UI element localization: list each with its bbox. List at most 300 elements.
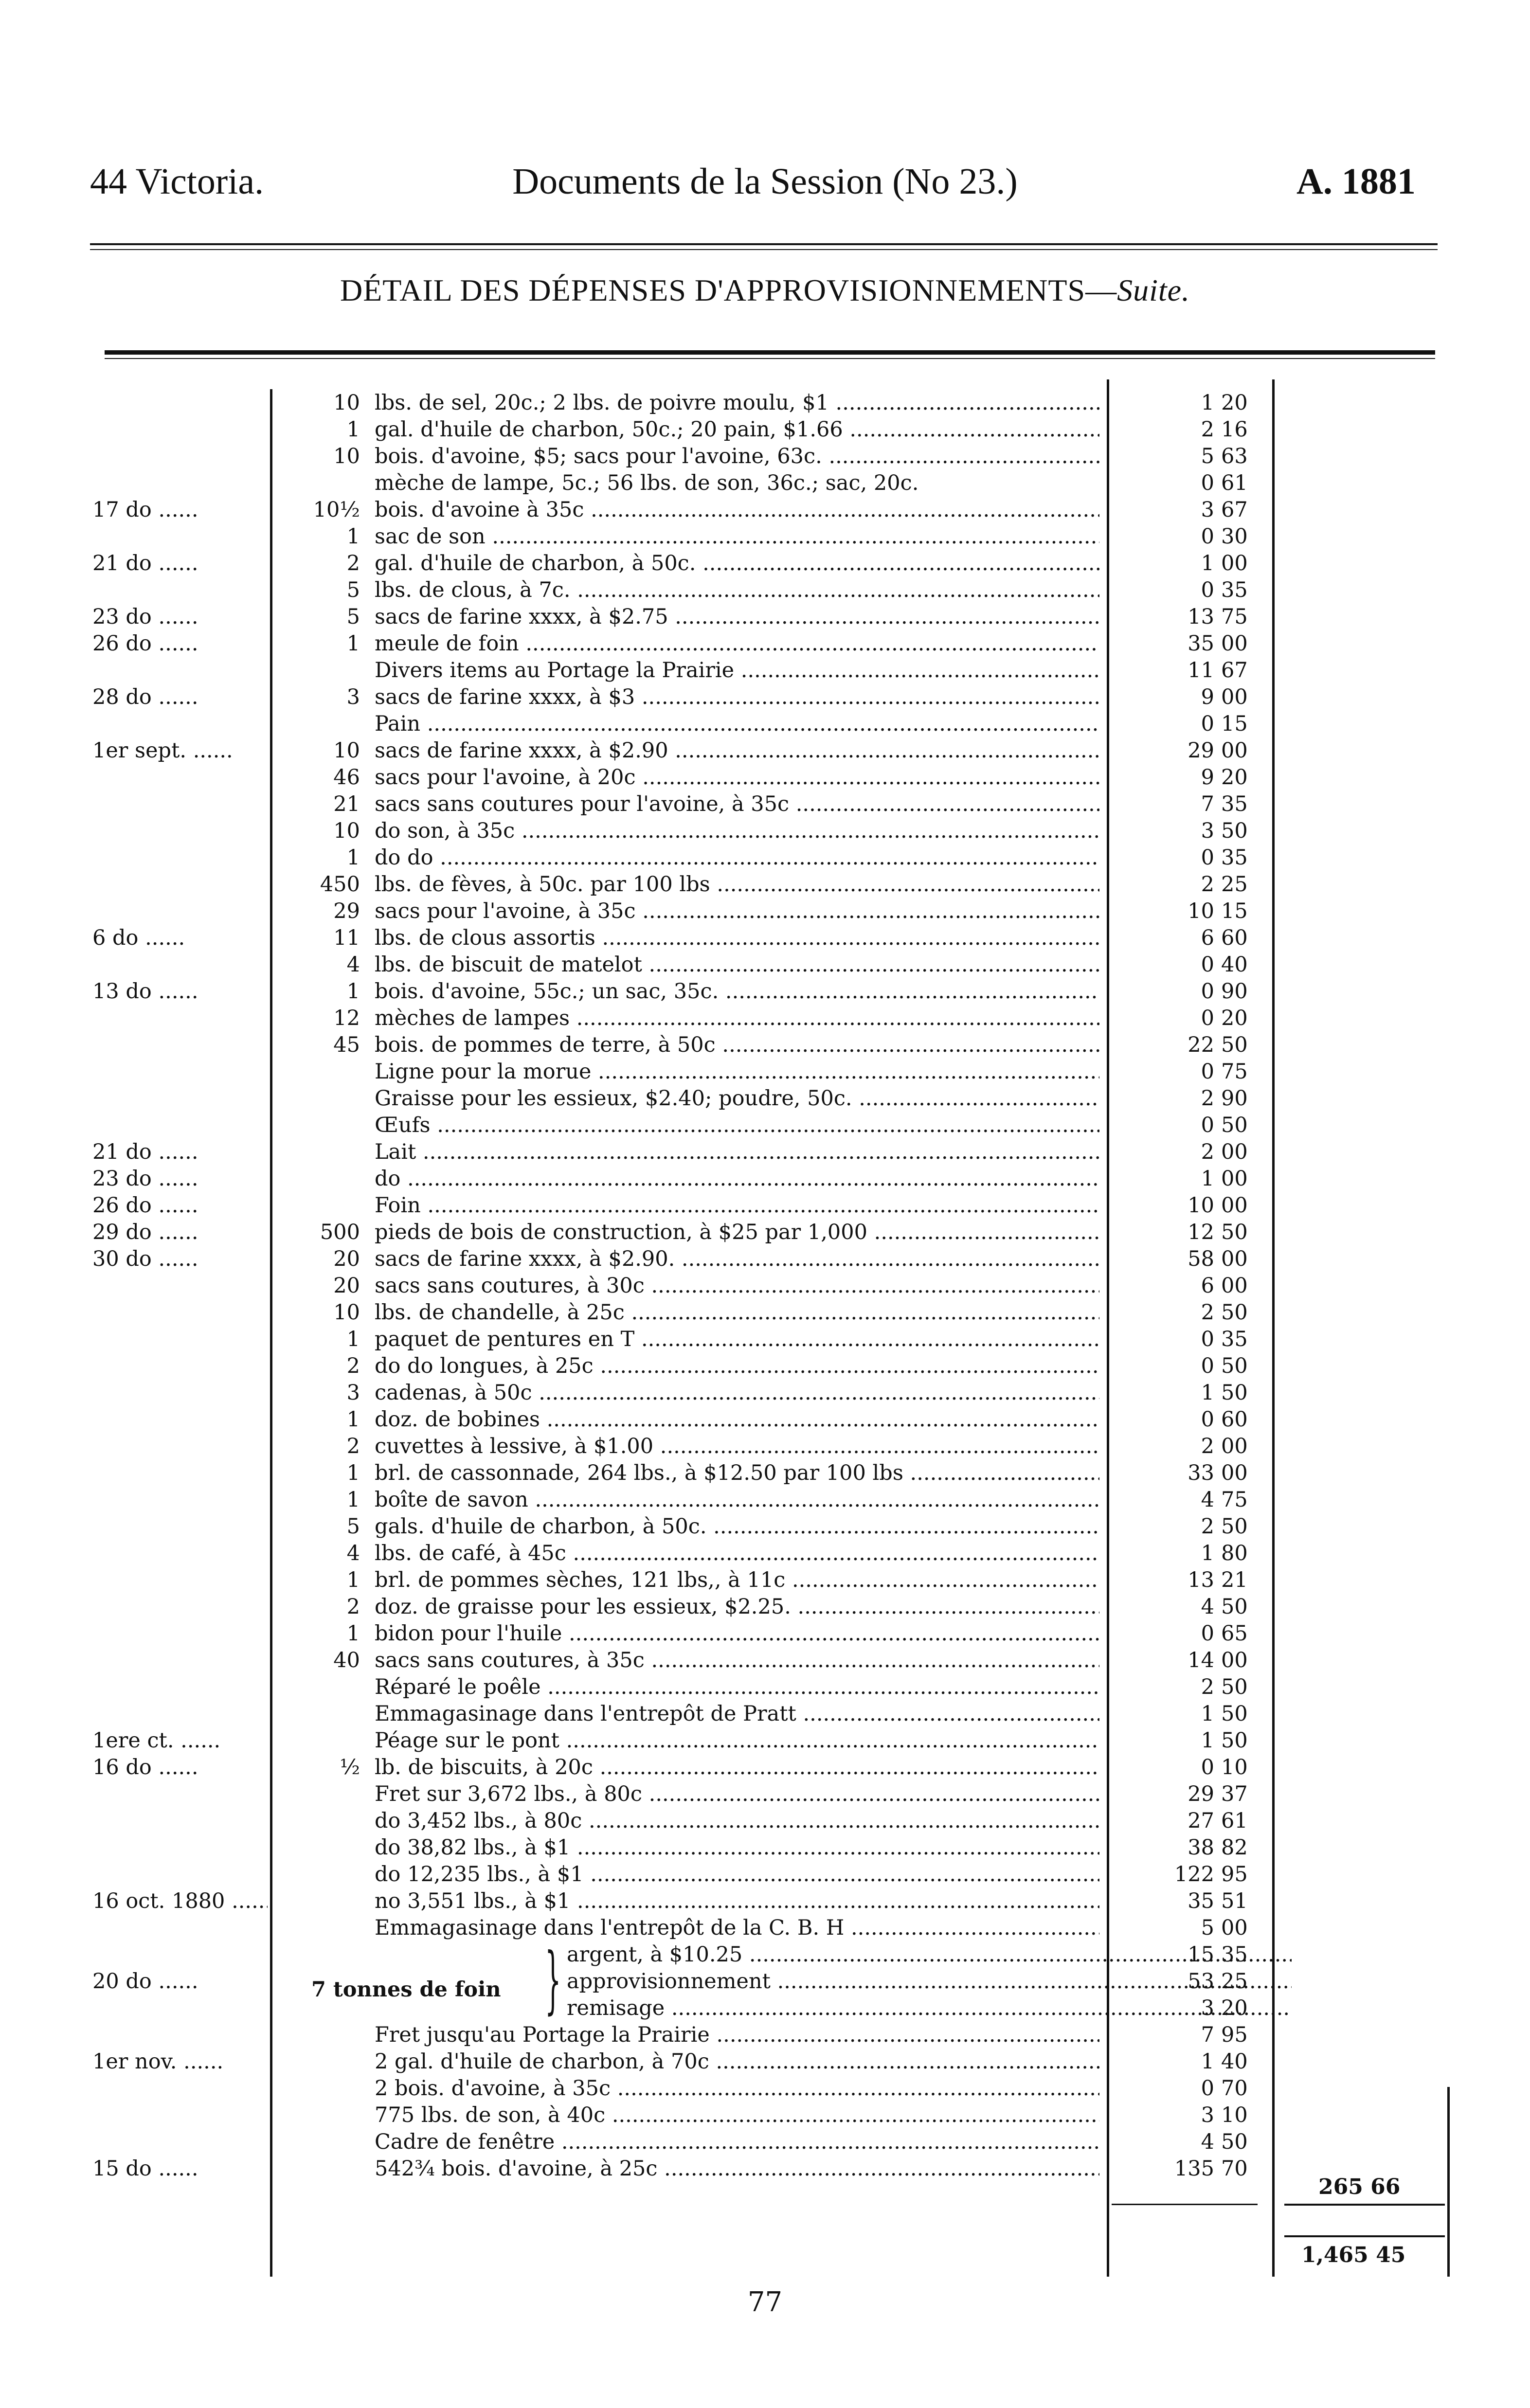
page-number: 77 bbox=[747, 2286, 783, 2318]
description-cell: do do longues, à 25c ..... bbox=[375, 1352, 1099, 1380]
cents-cell: 95 bbox=[1221, 2023, 1248, 2047]
description-cell: lbs. de fèves, à 50c. par 100 lbs ..... bbox=[375, 871, 1099, 898]
cents-cell: 00 bbox=[1221, 738, 1248, 763]
cents-cell: 50 bbox=[1221, 819, 1248, 843]
cents-cell: 40 bbox=[1221, 2049, 1248, 2074]
description-cell: sacs de farine xxxx, à $2.75 ..... bbox=[375, 603, 1099, 630]
header-right: A. 1881 bbox=[1296, 161, 1416, 202]
brace-tons: } bbox=[545, 1938, 561, 2022]
description-cell: Pain ..... bbox=[375, 710, 1099, 737]
table-row bbox=[0, 1620, 1530, 1647]
description-cell: paquet de pentures en T ..... bbox=[375, 1326, 1099, 1353]
description-cell: do 3,452 lbs., à 80c ..... bbox=[375, 1807, 1099, 1834]
dollars-cell: 3 bbox=[1201, 2103, 1214, 2127]
quantity-cell: 20 bbox=[333, 1247, 360, 1271]
description-cell: Péage sur le pont ..... bbox=[375, 1727, 1099, 1754]
table-row bbox=[0, 1807, 1530, 1834]
description-cell: argent, à $10.25 ..... bbox=[567, 1941, 1292, 1968]
dollars-cell: 0 bbox=[1201, 2076, 1214, 2101]
cents-cell: 51 bbox=[1221, 1889, 1248, 1913]
table-row bbox=[0, 1941, 1530, 1968]
table-row bbox=[0, 416, 1530, 443]
description-cell: bois. d'avoine, $5; sacs pour l'avoine, 63c. ..... bbox=[375, 443, 1099, 470]
date-cell: 29 do ...... bbox=[92, 1219, 268, 1246]
dollars-cell: 5 bbox=[1201, 1916, 1214, 1940]
table-row bbox=[0, 1727, 1530, 1754]
cents-cell: 50 bbox=[1221, 1514, 1248, 1539]
table-row bbox=[0, 764, 1530, 791]
table-row bbox=[0, 1433, 1530, 1460]
description-cell: Emmagasinage dans l'entrepôt de Pratt ..... bbox=[375, 1700, 1099, 1727]
dollars-cell: 38 bbox=[1188, 1835, 1214, 1860]
table-row bbox=[0, 2048, 1530, 2075]
table-row bbox=[0, 1112, 1530, 1139]
dollars-cell: 14 bbox=[1188, 1648, 1214, 1672]
dollars-cell: 11 bbox=[1188, 658, 1214, 683]
table-row bbox=[0, 1299, 1530, 1326]
cents-cell: 21 bbox=[1221, 1568, 1248, 1592]
description-cell: sacs de farine xxxx, à $3 ..... bbox=[375, 683, 1099, 711]
date-cell: 23 do ...... bbox=[92, 1165, 268, 1192]
dollars-cell: 3 bbox=[1201, 498, 1214, 522]
description-cell: pieds de bois de construction, à $25 par 1,000 ..... bbox=[375, 1219, 1099, 1246]
cents-cell: 20 bbox=[1221, 1996, 1248, 2020]
cents-cell: 70 bbox=[1221, 2076, 1248, 2101]
description-cell: cuvettes à lessive, à $1.00 ..... bbox=[375, 1433, 1099, 1460]
cents-cell: 50 bbox=[1221, 1595, 1248, 1619]
description-cell: Œufs ..... bbox=[375, 1112, 1099, 1139]
description-cell: sacs de farine xxxx, à $2.90 ..... bbox=[375, 737, 1099, 764]
cents-cell: 50 bbox=[1221, 1728, 1248, 1753]
dollars-cell: 0 bbox=[1201, 1113, 1214, 1137]
table-row bbox=[0, 791, 1530, 818]
description-cell: mèches de lampes ..... bbox=[375, 1005, 1099, 1032]
description-cell: bois. d'avoine, 55c.; un sac, 35c. ..... bbox=[375, 978, 1099, 1005]
date-cell: 28 do ...... bbox=[92, 683, 268, 711]
table-row bbox=[0, 2075, 1530, 2102]
dollars-cell: 2 bbox=[1201, 1434, 1214, 1458]
table-row bbox=[0, 978, 1530, 1005]
cents-cell: 50 bbox=[1221, 1300, 1248, 1325]
date-cell: 21 do ...... bbox=[92, 550, 268, 577]
dollars-cell: 4 bbox=[1201, 1595, 1214, 1619]
quantity-cell: 45 bbox=[333, 1033, 360, 1057]
date-cell: 23 do ...... bbox=[92, 603, 268, 630]
description-cell: lbs. de clous, à 7c. ..... bbox=[375, 576, 1099, 604]
dollars-cell: 27 bbox=[1188, 1809, 1214, 1833]
table-row bbox=[0, 2128, 1530, 2156]
quantity-cell: 1 bbox=[346, 1327, 360, 1351]
description-cell: gal. d'huile de charbon, 50c.; 20 pain, $1.66 ..... bbox=[375, 416, 1099, 443]
dollars-cell: 0 bbox=[1201, 1006, 1214, 1030]
header-rule-top bbox=[90, 243, 1438, 245]
description-cell: gal. d'huile de charbon, à 50c. ..... bbox=[375, 550, 1099, 577]
cents-cell: 50 bbox=[1221, 2130, 1248, 2154]
table-row bbox=[0, 1165, 1530, 1192]
cents-cell: 37 bbox=[1221, 1782, 1248, 1806]
cents-cell: 00 bbox=[1221, 1167, 1248, 1191]
description-cell: Ligne pour la morue ..... bbox=[375, 1058, 1099, 1085]
description-cell: sacs sans coutures, à 30c ..... bbox=[375, 1272, 1099, 1299]
dollars-cell: 1 bbox=[1201, 1167, 1214, 1191]
dollars-cell: 4 bbox=[1201, 2130, 1214, 2154]
table-row bbox=[0, 1593, 1530, 1620]
header-left: 44 Victoria. bbox=[90, 161, 264, 202]
description-cell: Graisse pour les essieux, $2.40; poudre, 50c. ..... bbox=[375, 1085, 1099, 1112]
description-cell: lb. de biscuits, à 20c ..... bbox=[375, 1754, 1099, 1781]
table-row bbox=[0, 1968, 1530, 1995]
description-cell: lbs. de sel, 20c.; 2 lbs. de poivre moulu, $1 ..... bbox=[375, 389, 1099, 416]
dollars-cell: 9 bbox=[1201, 765, 1214, 790]
table-row bbox=[0, 1406, 1530, 1433]
description-cell: Foin ..... bbox=[375, 1192, 1099, 1219]
cents-cell: 35 bbox=[1221, 845, 1248, 870]
cents-cell: 00 bbox=[1221, 1247, 1248, 1271]
quantity-cell: 2 bbox=[346, 1595, 360, 1619]
quantity-cell: 4 bbox=[346, 1541, 360, 1565]
table-row bbox=[0, 469, 1530, 497]
quantity-cell: 1 bbox=[346, 1407, 360, 1432]
cents-cell: 20 bbox=[1221, 1006, 1248, 1030]
quantity-cell: ½ bbox=[340, 1755, 360, 1779]
dollars-cell: 2 bbox=[1201, 872, 1214, 897]
quantity-cell: 10 bbox=[333, 738, 360, 763]
cents-cell: 30 bbox=[1221, 524, 1248, 549]
table-row bbox=[0, 1031, 1530, 1059]
description-cell: bidon pour l'huile ..... bbox=[375, 1620, 1099, 1647]
description-cell: Lait ..... bbox=[375, 1138, 1099, 1166]
dollars-cell: 0 bbox=[1201, 471, 1214, 495]
description-cell: cadenas, à 50c ..... bbox=[375, 1379, 1099, 1406]
table-row bbox=[0, 1834, 1530, 1861]
description-cell: doz. de graisse pour les essieux, $2.25. ..... bbox=[375, 1593, 1099, 1620]
dollars-cell: 0 bbox=[1201, 524, 1214, 549]
date-cell: 15 do ...... bbox=[92, 2155, 268, 2182]
table-row bbox=[0, 1326, 1530, 1353]
cents-cell: 00 bbox=[1221, 631, 1248, 656]
table-row bbox=[0, 1192, 1530, 1219]
page-title: DÉTAIL DES DÉPENSES D'APPROVISIONNEMENTS—Suite. bbox=[340, 273, 1190, 307]
table-row bbox=[0, 657, 1530, 684]
cents-cell: 63 bbox=[1221, 444, 1248, 468]
dollars-cell: 7 bbox=[1201, 792, 1214, 816]
dollars-cell: 2 bbox=[1201, 1675, 1214, 1699]
description-cell: approvisionnement ..... bbox=[567, 1968, 1292, 1995]
cents-cell: 75 bbox=[1221, 1060, 1248, 1084]
dollars-cell: 2 bbox=[1201, 1300, 1214, 1325]
title-rule-thick bbox=[105, 350, 1435, 355]
dollars-cell: 0 bbox=[1201, 712, 1214, 736]
cents-cell: 20 bbox=[1221, 765, 1248, 790]
table-row bbox=[0, 550, 1530, 577]
dollars-cell: 2 bbox=[1201, 1514, 1214, 1539]
date-cell: 26 do ...... bbox=[92, 1192, 268, 1219]
date-cell: 16 oct. 1880 ...... bbox=[92, 1887, 268, 1915]
cents-cell: 35 bbox=[1221, 792, 1248, 816]
dollars-cell: 4 bbox=[1201, 1488, 1214, 1512]
cents-cell: 25 bbox=[1221, 872, 1248, 897]
table-row bbox=[0, 2102, 1530, 2129]
description-cell: lbs. de clous assortis ..... bbox=[375, 924, 1099, 952]
quantity-cell: 5 bbox=[346, 605, 360, 629]
quantity-cell: 4 bbox=[346, 952, 360, 977]
table-row bbox=[0, 1540, 1530, 1567]
table-row bbox=[0, 1486, 1530, 1513]
table-row bbox=[0, 576, 1530, 604]
description-cell: do do ..... bbox=[375, 844, 1099, 871]
quantity-cell: 2 bbox=[346, 1434, 360, 1458]
table-row bbox=[0, 951, 1530, 978]
table-row bbox=[0, 1861, 1530, 1888]
quantity-cell: 1 bbox=[346, 1621, 360, 1646]
table-row bbox=[0, 2021, 1530, 2049]
table-row bbox=[0, 1352, 1530, 1380]
dollars-cell: 58 bbox=[1188, 1247, 1214, 1271]
dollars-cell: 0 bbox=[1201, 578, 1214, 602]
subtotal-amount: 265 66 bbox=[1318, 2174, 1401, 2199]
table-row bbox=[0, 1673, 1530, 1701]
quantity-cell: 10 bbox=[333, 444, 360, 468]
description-cell: sacs pour l'avoine, à 35c ..... bbox=[375, 898, 1099, 925]
description-cell: sacs de farine xxxx, à $2.90. ..... bbox=[375, 1245, 1099, 1273]
dollars-cell: 122 bbox=[1174, 1862, 1214, 1887]
table-row bbox=[0, 1754, 1530, 1781]
cents-cell: 00 bbox=[1221, 685, 1248, 709]
cents-cell: 61 bbox=[1221, 1809, 1248, 1833]
cents-cell: 90 bbox=[1221, 1086, 1248, 1111]
table-row bbox=[0, 817, 1530, 845]
dollars-cell: 1 bbox=[1201, 551, 1214, 575]
dollars-cell: 5 bbox=[1201, 444, 1214, 468]
dollars-cell: 0 bbox=[1201, 1407, 1214, 1432]
description-cell: 2 bois. d'avoine, à 35c ..... bbox=[375, 2075, 1099, 2102]
table-row bbox=[0, 1566, 1530, 1594]
quantity-cell: 2 bbox=[346, 1354, 360, 1378]
date-cell: 6 do ...... bbox=[92, 924, 268, 952]
cents-cell: 50 bbox=[1221, 1381, 1248, 1405]
quantity-cell: 1 bbox=[346, 1488, 360, 1512]
table-row bbox=[0, 1647, 1530, 1674]
total-rule bbox=[1284, 2235, 1445, 2237]
dollars-cell: 12 bbox=[1188, 1220, 1214, 1244]
dollars-cell: 0 bbox=[1201, 979, 1214, 1004]
description-cell: Divers items au Portage la Prairie ..... bbox=[375, 657, 1099, 684]
description-cell: doz. de bobines ..... bbox=[375, 1406, 1099, 1433]
dollars-cell: 9 bbox=[1201, 685, 1214, 709]
description-cell: gals. d'huile de charbon, à 50c. ..... bbox=[375, 1513, 1099, 1540]
description-cell: do 12,235 lbs., à $1 ..... bbox=[375, 1861, 1099, 1888]
dollars-cell: 1 bbox=[1201, 391, 1214, 415]
cents-cell: 00 bbox=[1221, 1274, 1248, 1298]
description-cell: 2 gal. d'huile de charbon, à 70c ..... bbox=[375, 2048, 1099, 2075]
table-row bbox=[0, 1005, 1530, 1032]
table-row bbox=[0, 1914, 1530, 1941]
dollars-cell: 1 bbox=[1201, 2049, 1214, 2074]
cents-cell: 20 bbox=[1221, 391, 1248, 415]
dollars-cell: 0 bbox=[1201, 1354, 1214, 1378]
cents-cell: 00 bbox=[1221, 1648, 1248, 1672]
date-cell: 20 do ...... bbox=[92, 1968, 268, 1995]
quantity-cell: 10½ bbox=[313, 498, 360, 522]
quantity-cell: 5 bbox=[346, 578, 360, 602]
quantity-cell: 1 bbox=[346, 1461, 360, 1485]
table-row bbox=[0, 496, 1530, 523]
table-row bbox=[0, 1272, 1530, 1299]
quantity-cell: 20 bbox=[333, 1274, 360, 1298]
dollars-cell: 1 bbox=[1201, 1728, 1214, 1753]
cents-cell: 67 bbox=[1221, 658, 1248, 683]
dollars-cell: 2 bbox=[1201, 1086, 1214, 1111]
header-rule-bottom bbox=[90, 249, 1438, 250]
cents-cell: 65 bbox=[1221, 1621, 1248, 1646]
description-cell: sac de son ..... bbox=[375, 523, 1099, 550]
description-cell: lbs. de chandelle, à 25c ..... bbox=[375, 1299, 1099, 1326]
table-row bbox=[0, 1219, 1530, 1246]
dollars-cell: 1 bbox=[1201, 1702, 1214, 1726]
description-cell: do ..... bbox=[375, 1165, 1099, 1192]
table-row bbox=[0, 1887, 1530, 1915]
cents-cell: 16 bbox=[1221, 417, 1248, 442]
dollars-cell: 10 bbox=[1188, 899, 1214, 923]
tons-label: 7 tonnes de foin bbox=[311, 1977, 501, 2002]
dollars-cell: 6 bbox=[1201, 926, 1214, 950]
cents-cell: 00 bbox=[1221, 1434, 1248, 1458]
description-cell: bois. de pommes de terre, à 50c ..... bbox=[375, 1031, 1099, 1059]
table-row bbox=[0, 630, 1530, 657]
cents-cell: 00 bbox=[1221, 551, 1248, 575]
title-rule-thin bbox=[105, 358, 1435, 359]
grand-total-amount: 1,465 45 bbox=[1301, 2243, 1406, 2267]
cents-cell: 50 bbox=[1221, 1113, 1248, 1137]
quantity-cell: 1 bbox=[346, 417, 360, 442]
table-row bbox=[0, 1995, 1530, 2022]
date-cell: 1ere ct. ...... bbox=[92, 1727, 268, 1754]
table-row bbox=[0, 1379, 1530, 1406]
quantity-cell: 10 bbox=[333, 391, 360, 415]
dollars-cell: 6 bbox=[1201, 1274, 1214, 1298]
description-cell: 775 lbs. de son, à 40c ..... bbox=[375, 2102, 1099, 2129]
cents-cell: 90 bbox=[1221, 979, 1248, 1004]
cents-cell: 00 bbox=[1221, 1193, 1248, 1218]
cents-cell: 15 bbox=[1221, 899, 1248, 923]
quantity-cell: 21 bbox=[333, 792, 360, 816]
date-cell: 1er sept. ...... bbox=[92, 737, 268, 764]
cents-cell: 10 bbox=[1221, 2103, 1248, 2127]
cents-cell: 35 bbox=[1221, 578, 1248, 602]
dollars-cell: 15 bbox=[1188, 1942, 1214, 1967]
quantity-cell: 500 bbox=[320, 1220, 360, 1244]
table-row bbox=[0, 1245, 1530, 1273]
table-row bbox=[0, 737, 1530, 764]
description-cell: sacs sans coutures, à 35c ..... bbox=[375, 1647, 1099, 1674]
dollars-cell: 0 bbox=[1201, 1060, 1214, 1084]
dollars-cell: 0 bbox=[1201, 1755, 1214, 1779]
table-row bbox=[0, 603, 1530, 630]
table-row bbox=[0, 1058, 1530, 1085]
dollars-cell: 1 bbox=[1201, 1381, 1214, 1405]
cents-cell: 95 bbox=[1221, 1862, 1248, 1887]
cents-cell: 35 bbox=[1221, 1942, 1248, 1967]
cents-cell: 15 bbox=[1221, 712, 1248, 736]
dollars-cell: 1 bbox=[1201, 1541, 1214, 1565]
cents-cell: 25 bbox=[1221, 1969, 1248, 1994]
table-row bbox=[0, 1085, 1530, 1112]
cents-cell: 82 bbox=[1221, 1835, 1248, 1860]
cents-cell: 00 bbox=[1221, 1916, 1248, 1940]
table-row bbox=[0, 1138, 1530, 1166]
dollars-cell: 53 bbox=[1188, 1969, 1214, 1994]
description-cell: sacs pour l'avoine, à 20c ..... bbox=[375, 764, 1099, 791]
table-row bbox=[0, 898, 1530, 925]
date-cell: 26 do ...... bbox=[92, 630, 268, 657]
cents-cell: 40 bbox=[1221, 952, 1248, 977]
table-row bbox=[0, 683, 1530, 711]
amount-sum-rule bbox=[1112, 2204, 1258, 2205]
dollars-cell: 3 bbox=[1201, 1996, 1214, 2020]
quantity-cell: 2 bbox=[346, 551, 360, 575]
date-cell: 17 do ...... bbox=[92, 496, 268, 523]
quantity-cell: 11 bbox=[333, 926, 360, 950]
quantity-cell: 1 bbox=[346, 1568, 360, 1592]
quantity-cell: 1 bbox=[346, 631, 360, 656]
description-cell: brl. de cassonnade, 264 lbs., à $12.50 par 100 lbs ..... bbox=[375, 1459, 1099, 1487]
quantity-cell: 10 bbox=[333, 1300, 360, 1325]
cents-cell: 50 bbox=[1221, 1033, 1248, 1057]
quantity-cell: 3 bbox=[346, 685, 360, 709]
table-row bbox=[0, 710, 1530, 737]
dollars-cell: 13 bbox=[1188, 605, 1214, 629]
description-cell: mèche de lampe, 5c.; 56 lbs. de son, 36c.; sac, 20c. bbox=[375, 471, 919, 495]
dollars-cell: 29 bbox=[1188, 738, 1214, 763]
description-cell: lbs. de biscuit de matelot ..... bbox=[375, 951, 1099, 978]
quantity-cell: 29 bbox=[333, 899, 360, 923]
dollars-cell: 2 bbox=[1201, 417, 1214, 442]
date-cell: 1er nov. ...... bbox=[92, 2048, 268, 2075]
dollars-cell: 0 bbox=[1201, 845, 1214, 870]
dollars-cell: 0 bbox=[1201, 952, 1214, 977]
table-row bbox=[0, 523, 1530, 550]
subtotal-rule bbox=[1284, 2204, 1445, 2206]
dollars-cell: 33 bbox=[1188, 1461, 1214, 1485]
quantity-cell: 450 bbox=[320, 872, 360, 897]
header-center: Documents de la Session (No 23.) bbox=[512, 161, 1018, 202]
cents-cell: 00 bbox=[1221, 1140, 1248, 1164]
cents-cell: 50 bbox=[1221, 1354, 1248, 1378]
table-row bbox=[0, 924, 1530, 952]
quantity-cell: 5 bbox=[346, 1514, 360, 1539]
table-row bbox=[0, 1459, 1530, 1487]
description-cell: meule de foin ..... bbox=[375, 630, 1099, 657]
dollars-cell: 2 bbox=[1201, 1140, 1214, 1164]
cents-cell: 70 bbox=[1221, 2156, 1248, 2181]
description-cell: Cadre de fenêtre ..... bbox=[375, 2128, 1099, 2156]
dollars-cell: 3 bbox=[1201, 819, 1214, 843]
cents-cell: 35 bbox=[1221, 1327, 1248, 1351]
quantity-cell: 3 bbox=[346, 1381, 360, 1405]
description-cell: Fret sur 3,672 lbs., à 80c ..... bbox=[375, 1780, 1099, 1808]
table-row bbox=[0, 1700, 1530, 1727]
description-cell: Emmagasinage dans l'entrepôt de la C. B. H ..... bbox=[375, 1914, 1099, 1941]
quantity-cell: 1 bbox=[346, 845, 360, 870]
dollars-cell: 13 bbox=[1188, 1568, 1214, 1592]
quantity-cell: 1 bbox=[346, 979, 360, 1004]
quantity-cell: 10 bbox=[333, 819, 360, 843]
dollars-cell: 35 bbox=[1188, 631, 1214, 656]
dollars-cell: 135 bbox=[1174, 2156, 1214, 2181]
table-row bbox=[0, 871, 1530, 898]
table-row bbox=[0, 1513, 1530, 1540]
dollars-cell: 10 bbox=[1188, 1193, 1214, 1218]
